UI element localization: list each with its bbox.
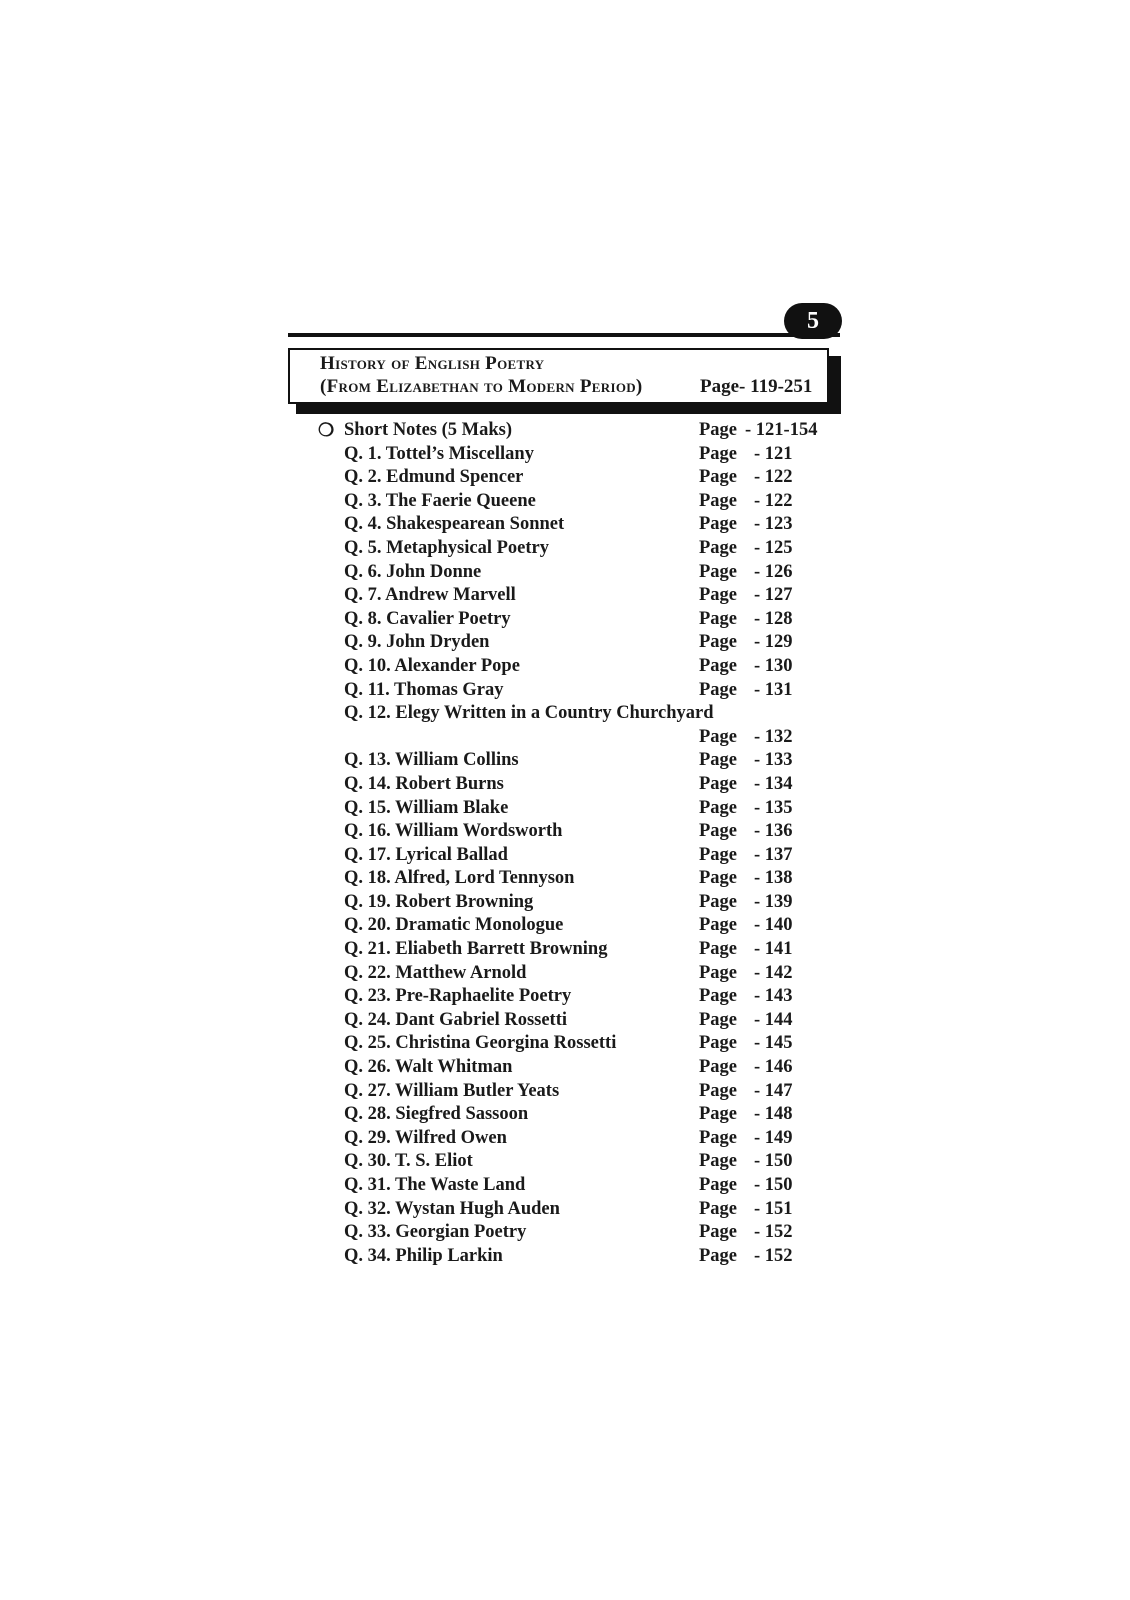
toc-entry[interactable] xyxy=(318,585,838,609)
page-number-ref: - 150 xyxy=(754,1175,793,1195)
toc-entry[interactable] xyxy=(318,1222,838,1246)
page-label: Page xyxy=(699,1127,738,1148)
page-number-ref: - 121-154 xyxy=(745,420,818,440)
page-label: Page xyxy=(699,915,738,936)
page-number: 5 xyxy=(807,307,819,334)
page-label: Page xyxy=(699,1057,738,1078)
page-number-ref: - 136 xyxy=(754,821,793,842)
toc-entry[interactable] xyxy=(318,892,838,916)
circle-bullet-icon: ❍ xyxy=(318,420,335,440)
toc-entry[interactable] xyxy=(318,632,838,656)
toc-entry-title: Q. 30. T. S. Eliot xyxy=(344,1151,473,1172)
toc-entry-title: Q. 26. Walt Whitman xyxy=(344,1057,513,1078)
page-number-ref: - 130 xyxy=(754,655,793,676)
page-label: Page xyxy=(699,679,738,700)
toc-entry-title: Q. 32. Wystan Hugh Auden xyxy=(344,1198,560,1219)
page-label: Page xyxy=(699,655,738,676)
page-label: Page xyxy=(699,490,738,511)
toc-entry-title: Q. 7. Andrew Marvell xyxy=(344,585,516,606)
page-label: Page xyxy=(699,443,738,464)
toc-entry[interactable] xyxy=(318,1104,838,1128)
toc-entry[interactable] xyxy=(318,538,838,562)
page-number-ref: - 139 xyxy=(754,891,793,912)
page-number-ref: - 134 xyxy=(754,773,793,794)
toc-entry[interactable] xyxy=(318,1033,838,1057)
section-page-range: Page- 119-251 xyxy=(700,376,813,397)
toc-entry[interactable] xyxy=(318,609,838,633)
page-number-ref: - 152 xyxy=(754,1245,793,1266)
page-number-ref: - 121 xyxy=(754,443,793,464)
toc-entry-title: Q. 19. Robert Browning xyxy=(344,891,534,912)
section-title: History of English Poetry xyxy=(320,353,545,374)
page-label: Page xyxy=(699,891,738,912)
page-label: Page xyxy=(699,773,738,794)
toc-entry-title: Q. 25. Christina Georgina Rossetti xyxy=(344,1033,617,1054)
toc-entry-title: Q. 15. William Blake xyxy=(344,797,509,818)
page-number-ref: - 133 xyxy=(754,750,793,771)
page-label: Page xyxy=(699,797,738,818)
toc-entry-title: Q. 9. John Dryden xyxy=(344,632,490,653)
page-label: Page xyxy=(699,1104,738,1125)
section-heading-box xyxy=(288,348,829,404)
toc-entry-title: Q. 4. Shakespearean Sonnet xyxy=(344,514,565,535)
page-label: Page xyxy=(699,726,738,747)
toc-entry-title: Q. 17. Lyrical Ballad xyxy=(344,844,508,865)
toc-entry[interactable] xyxy=(318,444,838,468)
page-label: Page xyxy=(699,561,738,582)
page-label: Page xyxy=(699,821,738,842)
toc-entry[interactable] xyxy=(318,750,838,774)
page-label: Page xyxy=(699,962,738,983)
page-number-ref: - 141 xyxy=(754,939,793,960)
table-of-contents xyxy=(318,420,838,1269)
toc-entry-title: Q. 5. Metaphysical Poetry xyxy=(344,537,549,558)
toc-entry[interactable] xyxy=(318,1175,838,1199)
page-number-ref: - 132 xyxy=(754,726,793,747)
page-number-ref: - 138 xyxy=(754,868,793,889)
page-label: Page xyxy=(699,420,738,440)
toc-entry[interactable] xyxy=(318,821,838,845)
toc-entry[interactable] xyxy=(318,1081,838,1105)
page-label: Page xyxy=(699,632,738,653)
page-number-ref: - 135 xyxy=(754,797,793,818)
toc-group-header[interactable] xyxy=(318,420,838,444)
toc-entry[interactable] xyxy=(318,1151,838,1175)
toc-entry[interactable] xyxy=(318,1128,838,1152)
page-number-ref: - 140 xyxy=(754,915,793,936)
page-label: Page xyxy=(699,986,738,1007)
toc-entry-title: Q. 33. Georgian Poetry xyxy=(344,1222,527,1243)
toc-entry[interactable] xyxy=(318,915,838,939)
toc-entry[interactable] xyxy=(318,963,838,987)
toc-entry[interactable] xyxy=(318,514,838,538)
page-label: Page xyxy=(699,1009,738,1030)
page-label: Page xyxy=(699,608,738,629)
toc-entry-title: Q. 31. The Waste Land xyxy=(344,1175,526,1195)
page-number-ref: - 143 xyxy=(754,986,793,1007)
page-number-ref: - 152 xyxy=(754,1222,793,1243)
section-subtitle: (From Elizabethan to Modern Period) xyxy=(320,376,643,397)
toc-entry-title: Q. 12. Elegy Written in a Country Churchyard xyxy=(344,703,714,724)
toc-entry-title: Q. 3. The Faerie Queene xyxy=(344,490,536,511)
toc-entry-title: Q. 13. William Collins xyxy=(344,750,519,771)
toc-entry-title: Q. 11. Thomas Gray xyxy=(344,679,504,700)
page-number-ref: - 137 xyxy=(754,844,793,865)
toc-entry[interactable] xyxy=(318,939,838,963)
page-label: Page xyxy=(699,1222,738,1243)
page-number-ref: - 125 xyxy=(754,537,793,558)
toc-entry-title: Q. 27. William Butler Yeats xyxy=(344,1080,560,1101)
toc-entry[interactable] xyxy=(318,1010,838,1034)
toc-entry[interactable] xyxy=(318,774,838,798)
toc-entry-title: Q. 29. Wilfred Owen xyxy=(344,1127,507,1148)
toc-entry-title: Q. 10. Alexander Pope xyxy=(344,655,520,676)
page-number-ref: - 145 xyxy=(754,1033,793,1054)
toc-entry[interactable] xyxy=(318,680,838,704)
page-number-ref: - 122 xyxy=(754,490,793,511)
toc-entry[interactable] xyxy=(318,1057,838,1081)
page-number-ref: - 142 xyxy=(754,962,793,983)
page-number-ref: - 123 xyxy=(754,514,793,535)
toc-entry-title: Q. 28. Siegfred Sassoon xyxy=(344,1104,529,1125)
toc-entry[interactable] xyxy=(318,1199,838,1223)
toc-group-title: Short Notes (5 Maks) xyxy=(344,420,513,440)
page-number-ref: - 126 xyxy=(754,561,793,582)
header-rule xyxy=(288,333,840,337)
page-number-ref: - 144 xyxy=(754,1009,793,1030)
toc-entry[interactable] xyxy=(318,1246,838,1270)
page-label: Page xyxy=(699,1198,738,1219)
toc-entry-title: Q. 24. Dant Gabriel Rossetti xyxy=(344,1009,568,1030)
toc-entry[interactable] xyxy=(318,491,838,515)
toc-entry[interactable] xyxy=(318,467,838,491)
toc-entry-title: Q. 34. Philip Larkin xyxy=(344,1245,503,1266)
toc-entry[interactable] xyxy=(318,656,838,680)
toc-entry-title: Q. 6. John Donne xyxy=(344,561,482,582)
toc-entry[interactable] xyxy=(318,798,838,822)
toc-entry-title: Q. 20. Dramatic Monologue xyxy=(344,915,564,936)
page-number-ref: - 150 xyxy=(754,1151,793,1172)
page-number-ref: - 149 xyxy=(754,1127,793,1148)
page-label: Page xyxy=(699,585,738,606)
page-label: Page xyxy=(699,844,738,865)
toc-entry-title: Q. 14. Robert Burns xyxy=(344,773,504,794)
page-number-ref: - 127 xyxy=(754,585,793,606)
toc-entry-title: Q. 2. Edmund Spencer xyxy=(344,467,524,488)
toc-entry[interactable] xyxy=(318,986,838,1010)
toc-entry[interactable] xyxy=(318,727,838,751)
page-label: Page xyxy=(699,537,738,558)
page-label: Page xyxy=(699,1175,738,1195)
toc-entry[interactable] xyxy=(318,703,838,727)
page-number-ref: - 147 xyxy=(754,1080,793,1101)
toc-entry-title: Q. 18. Alfred, Lord Tennyson xyxy=(344,868,575,889)
page-number-ref: - 146 xyxy=(754,1057,793,1078)
toc-entry-title: Q. 16. William Wordsworth xyxy=(344,821,563,842)
toc-entry-title: Q. 1. Tottel’s Miscellany xyxy=(344,443,534,464)
toc-entry[interactable] xyxy=(318,845,838,869)
page-label: Page xyxy=(699,514,738,535)
page-label: Page xyxy=(699,1033,738,1054)
page-number-ref: - 131 xyxy=(754,679,793,700)
page-label: Page xyxy=(699,1245,738,1266)
page-label: Page xyxy=(699,467,738,488)
page-label: Page xyxy=(699,1080,738,1101)
page-number-ref: - 151 xyxy=(754,1198,793,1219)
page-label: Page xyxy=(699,750,738,771)
page-label: Page xyxy=(699,868,738,889)
page-label: Page xyxy=(699,1151,738,1172)
toc-entry-title: Q. 8. Cavalier Poetry xyxy=(344,608,511,629)
toc-entry[interactable] xyxy=(318,868,838,892)
page-label: Page xyxy=(699,939,738,960)
toc-entry-title: Q. 23. Pre-Raphaelite Poetry xyxy=(344,986,572,1007)
page-number-ref: - 122 xyxy=(754,467,793,488)
page-number-ref: - 148 xyxy=(754,1104,793,1125)
toc-entry[interactable] xyxy=(318,562,838,586)
toc-entry-title: Q. 22. Matthew Arnold xyxy=(344,962,527,983)
page-number-ref: - 129 xyxy=(754,632,793,653)
toc-entry-title: Q. 21. Eliabeth Barrett Browning xyxy=(344,939,608,960)
page-number-ref: - 128 xyxy=(754,608,793,629)
